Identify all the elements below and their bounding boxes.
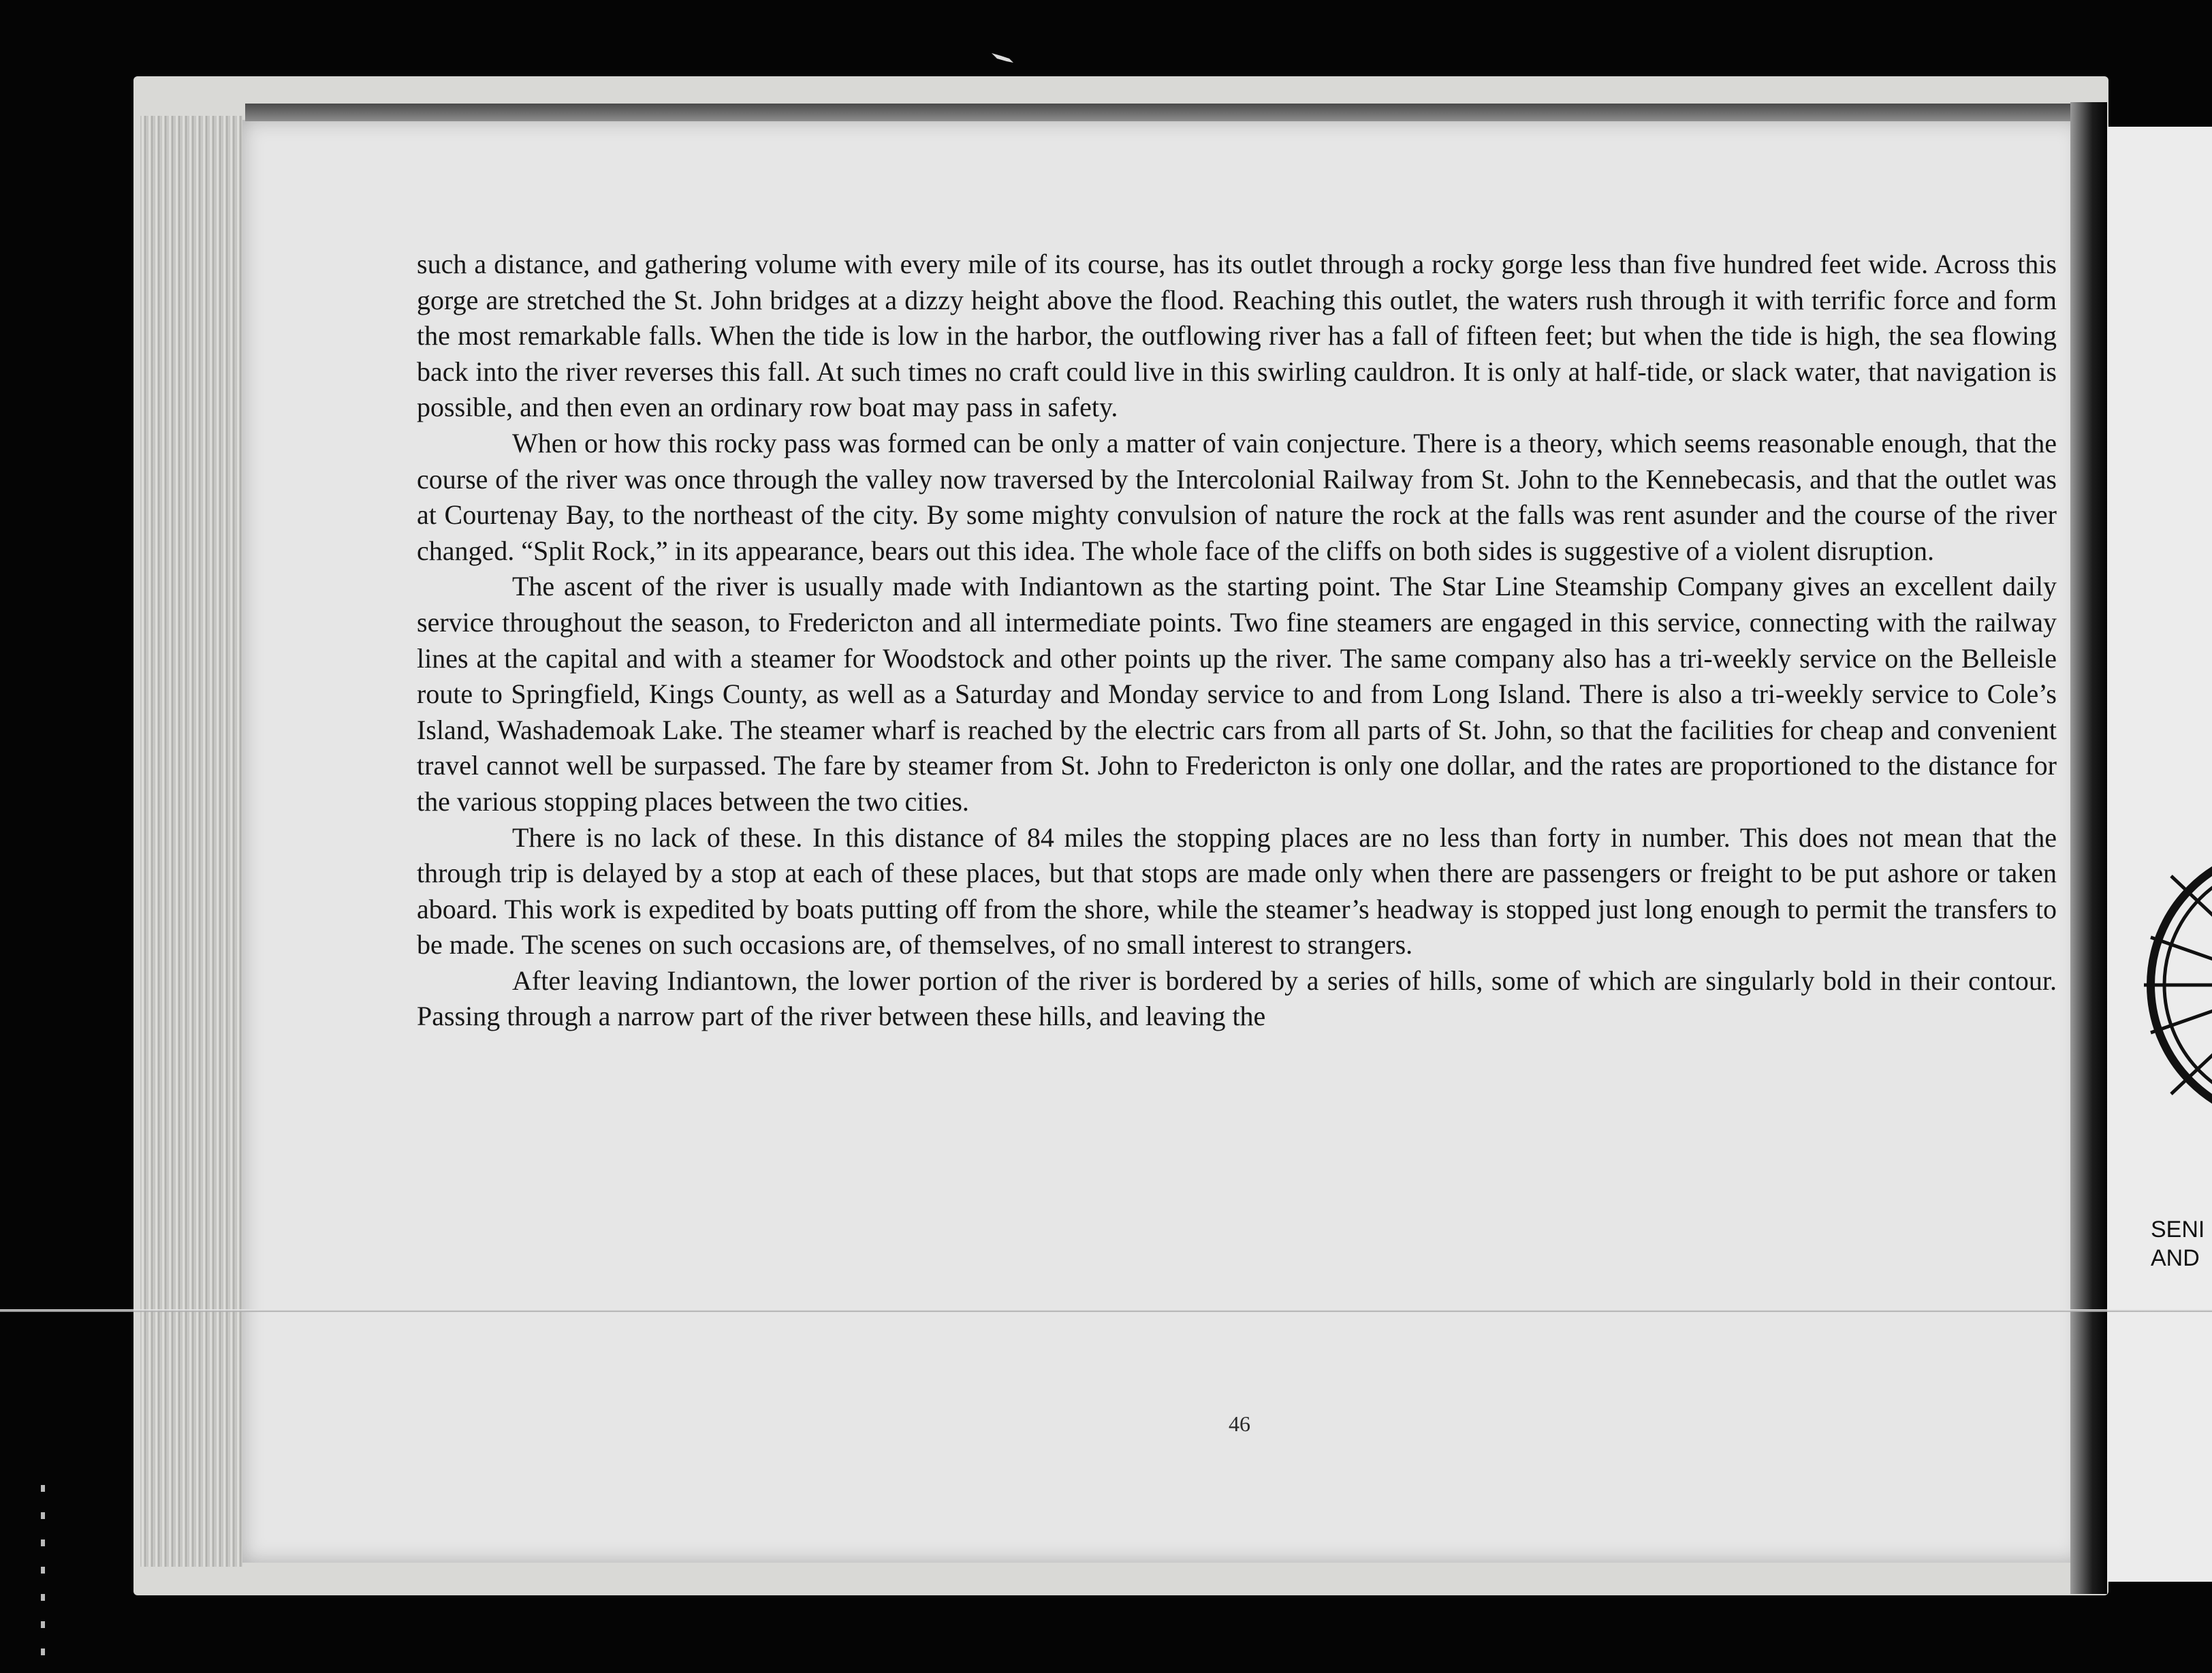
page-number: 46 [1229, 1411, 1250, 1436]
page-top-shadow [245, 104, 2084, 121]
dust-speck-icon [989, 49, 1016, 64]
adjacent-page-line: AND [2151, 1245, 2200, 1271]
scan-fold-line [0, 1309, 2212, 1312]
paragraph: The ascent of the river is usually made with Indiantown as the starting point. The Star Line Steamship Company gives an excellent daily service throughout the season, to Fredericton and all intermediate points. Two fine steamers are engaged in this service, connecting with the railway lines at the capital and with a steamer for Woodstock and other points up the river. The same company also has a tri-weekly service on the Belleisle route to Springfield, Kings County, as well as a Saturday and Monday service to and from Long Island. There is also a tri-weekly service to Cole’s Island, Washademoak Lake. The steamer wharf is reached by the electric cars from all parts of St. John, so that the facilities for cheap and convenient travel cannot well be surpassed. The fare by steamer from St. John to Fredericton is only one dollar, and the rates are proportioned to the distance for the various stopping places between the two cities. [417, 571, 2057, 817]
paragraph: When or how this rocky pass was formed can be only a matter of vain conjecture. There is a theory, which seems reasonable enough, that the course of the river was once through the valley now traversed by the Intercolonial Railway from St. John to the Kennebecasis, and that the outlet was at Courtenay Bay, to the northeast of the city. By some mighty convulsion of nature the rock at the falls was rent asunder and the course of the river changed. “Split Rock,” in its appearance, bears out this idea. The whole face of the cliffs on both sides is suggestive of a violent disruption. [417, 427, 2057, 566]
paragraph: After leaving Indiantown, the lower portion of the river is bordered by a series of hills, some of which are singularly bold in their contour. Passing through a narrow part of the river between these hills, and leaving the [417, 965, 2057, 1032]
adjacent-page-text [2151, 1215, 2212, 1272]
book-gutter [2070, 102, 2107, 1594]
paragraph: such a distance, and gathering volume with every mile of its course, has its outlet through a rocky gorge less than five hundred feet wide. Across this gorge are stretched the St. John bridges at a dizzy height above the flood. Reaching this outlet, the waters rush through it with terrific force and form the most remarkable falls. When the tide is low in the harbor, the outflowing river has a fall of fifteen feet; but when the tide is high, the sea flowing back into the river reverses this fall. At such times no craft could live in this swirling cauldron. It is only at half-tide, or slack water, that navigation is possible, and then even an ordinary row boat may pass in safety. [417, 249, 2057, 423]
body-text [417, 247, 2057, 1035]
page-edges [140, 116, 242, 1567]
film-edge-marks [38, 1485, 49, 1669]
wheel-icon [2144, 835, 2212, 1135]
adjacent-page-line: SENI [2151, 1217, 2205, 1242]
paragraph: There is no lack of these. In this distance of 84 miles the stopping places are no less than forty in number. This does not mean that the through trip is delayed by a stop at each of these places, but that stops are made only when there are passengers or freight to be put ashore or taken aboard. This work is expedited by boats putting off from the shore, while the steamer’s headway is stopped just long enough to permit the transfers to be made. The scenes on such occasions are, of themselves, of no small interest to strangers. [417, 822, 2057, 960]
